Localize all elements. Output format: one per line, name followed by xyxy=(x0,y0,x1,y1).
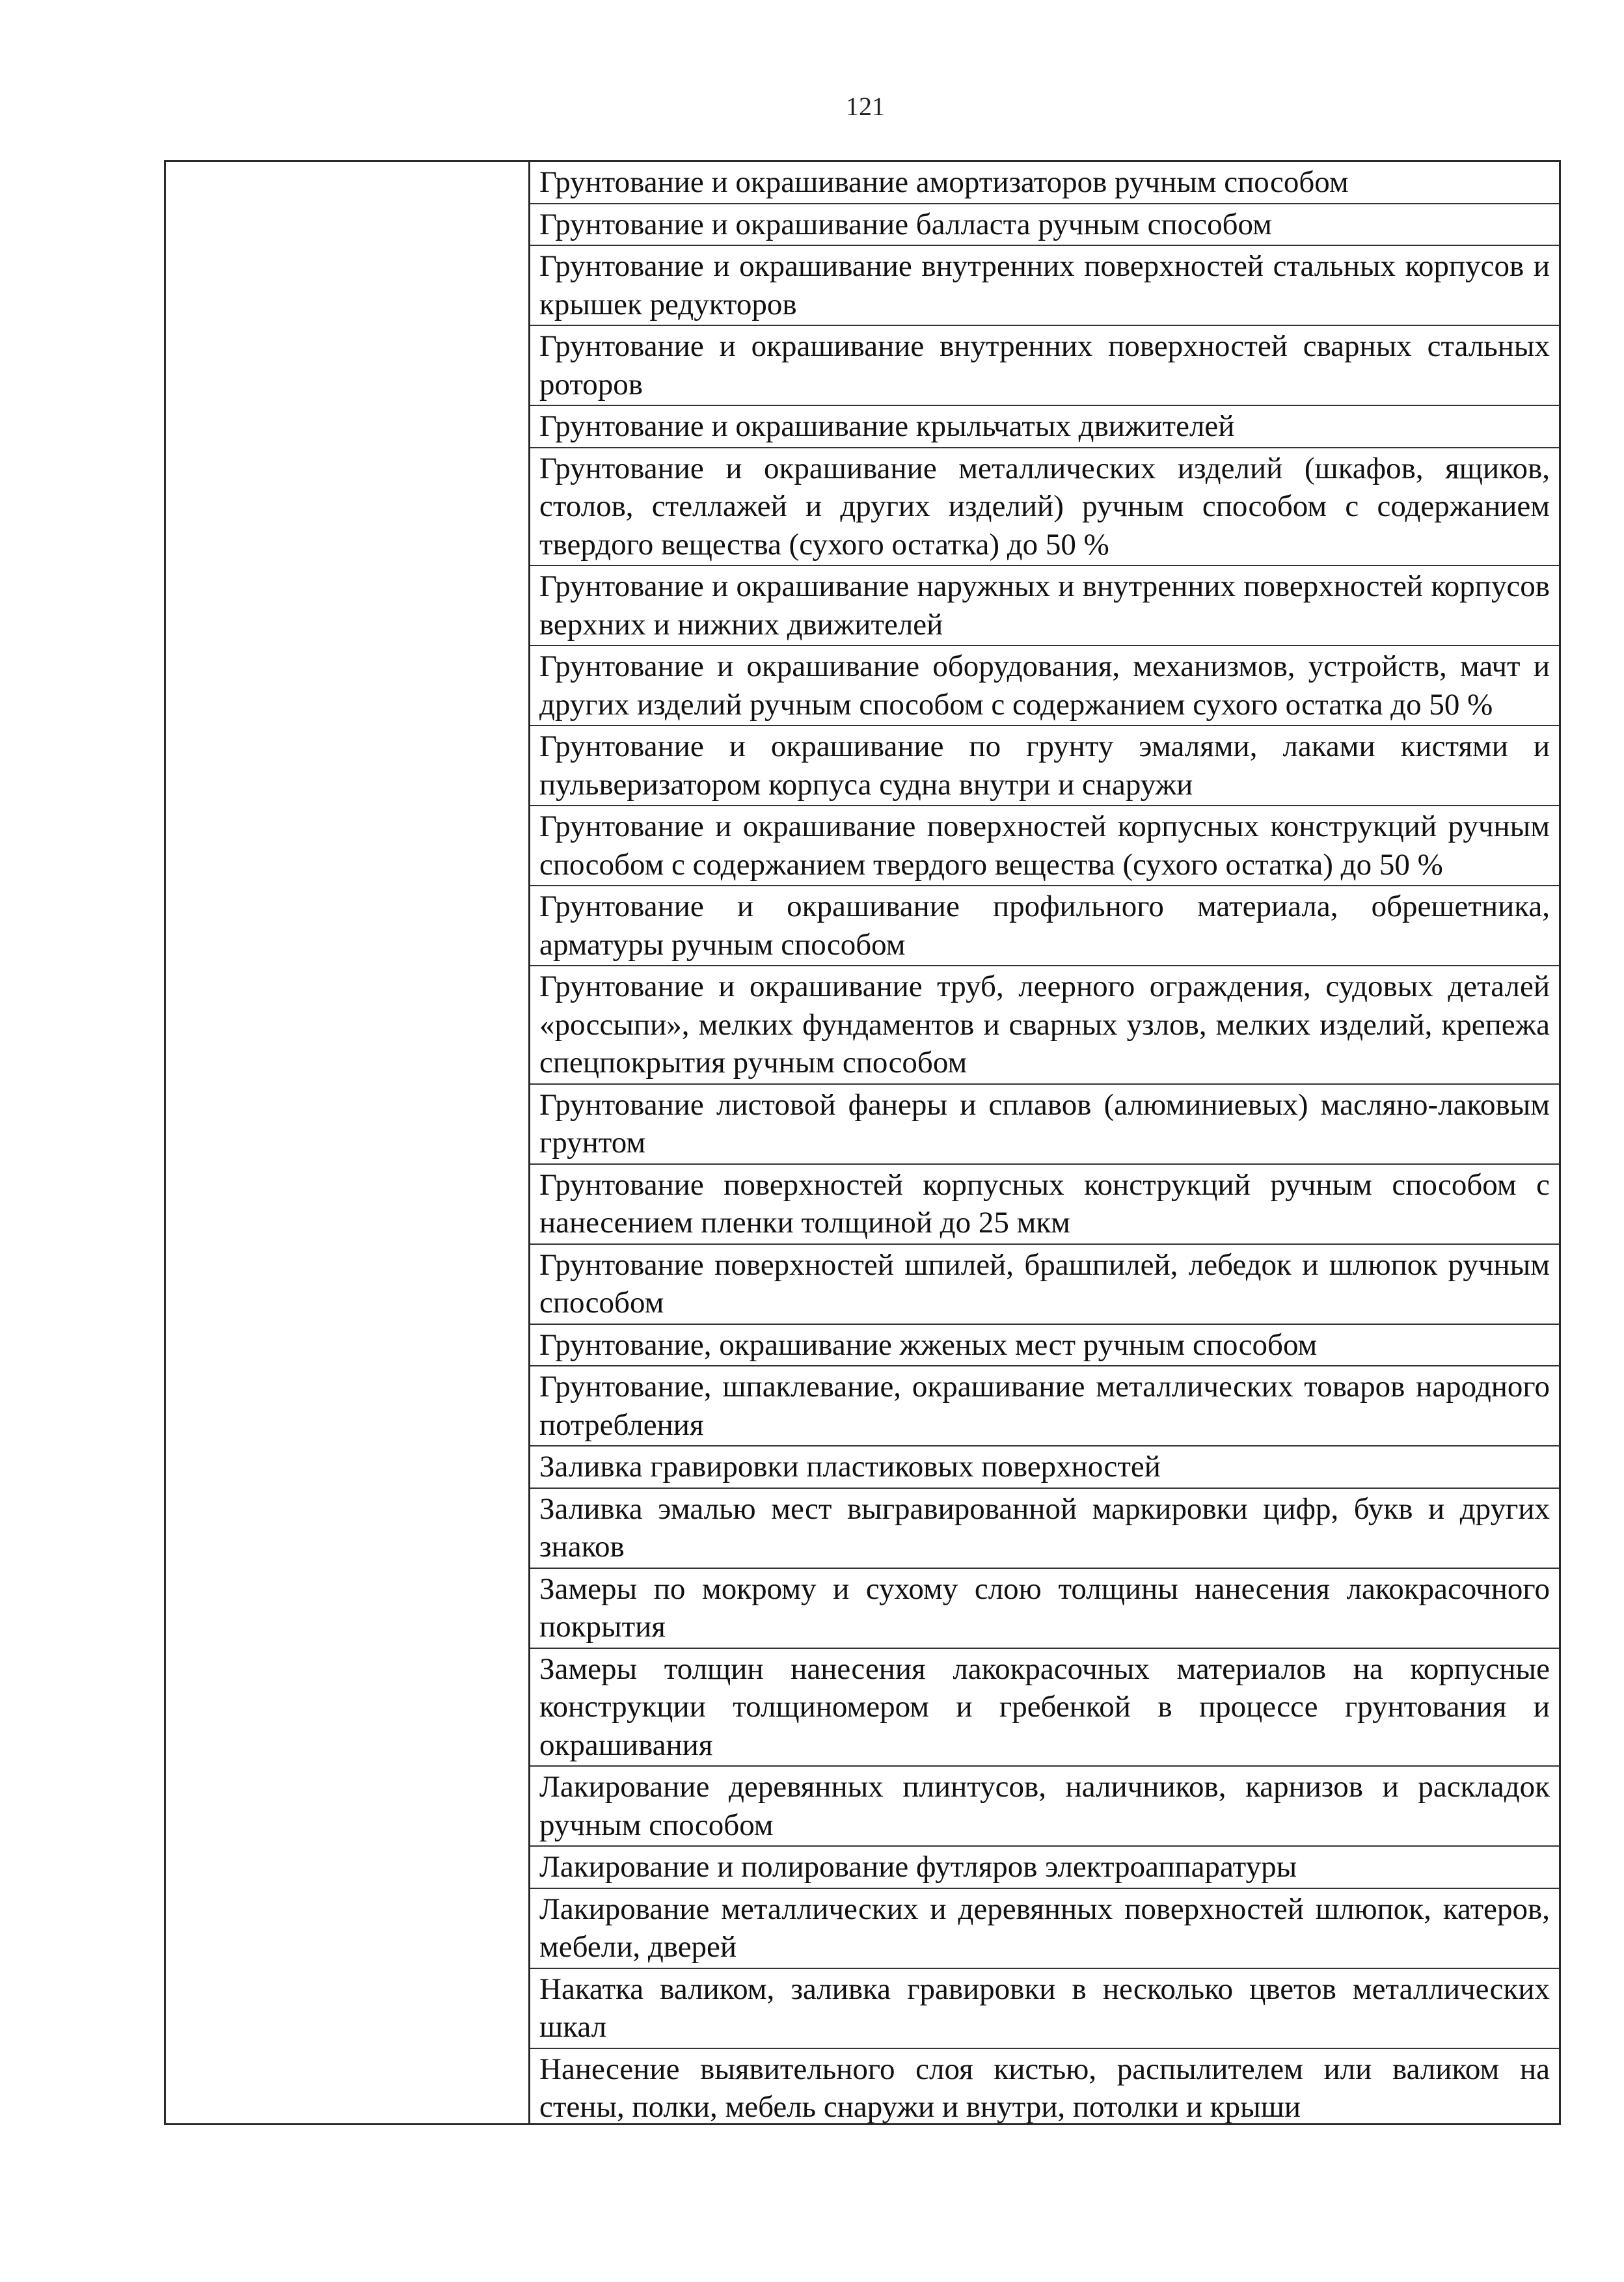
list-item: Грунтование и окрашивание профильного материала, обрешетника, арматуры ручным способом xyxy=(530,886,1559,966)
list-item: Грунтование и окрашивание внутренних поверхностей стальных корпусов и крышек редукторов xyxy=(530,246,1559,326)
list-item: Грунтование и окрашивание оборудования, механизмов, устройств, мачт и других изделий ручным способом с содержанием сухого остатка до 50 % xyxy=(530,646,1559,726)
list-item: Лакирование металлических и деревянных поверхностей шлюпок, катеров, мебели, дверей xyxy=(530,1889,1559,1969)
page-number: 121 xyxy=(846,92,885,121)
list-item: Замеры по мокрому и сухому слою толщины нанесения лакокрасочного покрытия xyxy=(530,1569,1559,1649)
list-item: Грунтование, шпаклевание, окрашивание металлических товаров народного потребления xyxy=(530,1366,1559,1447)
list-item: Грунтование и окрашивание труб, леерного ограждения, судовых деталей «россыпи», мелких фундаментов и сварных узлов, мелких изделий, крепежа спецпокрытия ручным способом xyxy=(530,966,1559,1085)
list-item: Накатка валиком, заливка гравировки в несколько цветов металлических шкал xyxy=(530,1969,1559,2049)
list-item: Грунтование, окрашивание жженых мест ручным способом xyxy=(530,1325,1559,1367)
list-item: Заливка эмалью мест выгравированной маркировки цифр, букв и других знаков xyxy=(530,1489,1559,1569)
list-item: Грунтование и окрашивание балласта ручным способом xyxy=(530,204,1559,247)
list-item: Лакирование деревянных плинтусов, наличников, карнизов и раскладок ручным способом xyxy=(530,1767,1559,1847)
list-item: Грунтование и окрашивание внутренних поверхностей сварных стальных роторов xyxy=(530,326,1559,406)
list-item: Грунтование поверхностей шпилей, брашпилей, лебедок и шлюпок ручным способом xyxy=(530,1245,1559,1325)
list-item: Заливка гравировки пластиковых поверхностей xyxy=(530,1447,1559,1489)
list-item: Замеры толщин нанесения лакокрасочных материалов на корпусные конструкции толщиномером и гребенкой в процессе грунтования и окрашивания xyxy=(530,1649,1559,1767)
list-item: Грунтование листовой фанеры и сплавов (алюминиевых) масляно-лаковым грунтом xyxy=(530,1085,1559,1165)
operations-table xyxy=(164,160,1561,2125)
list-item: Грунтование и окрашивание наружных и внутренних поверхностей корпусов верхних и нижних движителей xyxy=(530,566,1559,646)
table-row xyxy=(165,161,1560,2125)
list-item: Грунтование и окрашивание амортизаторов ручным способом xyxy=(530,162,1559,204)
list-item: Грунтование и окрашивание крыльчатых движителей xyxy=(530,406,1559,448)
list-item: Грунтование и окрашивание поверхностей корпусных конструкций ручным способом с содержанием твердого вещества (сухого остатка) до 50 % xyxy=(530,806,1559,886)
list-item: Грунтование и окрашивание по грунту эмалями, лаками кистями и пульверизатором корпуса судна внутри и снаружи xyxy=(530,726,1559,806)
list-item: Грунтование и окрашивание металлических изделий (шкафов, ящиков, столов, стеллажей и других изделий) ручным способом с содержанием твердого вещества (сухого остатка) до 50 % xyxy=(530,448,1559,567)
operations-list xyxy=(530,161,1560,2125)
list-item: Нанесение выявительного слоя кистью, распылителем или валиком на стены, полки, мебель снаружи и внутри, потолки и крыши xyxy=(539,2052,1550,2123)
empty-left-column xyxy=(165,161,530,2125)
list-item: Грунтование поверхностей корпусных конструкций ручным способом с нанесением пленки толщиной до 25 мкм xyxy=(530,1165,1559,1245)
list-item: Лакирование и полирование футляров электроаппаратуры xyxy=(530,1847,1559,1889)
